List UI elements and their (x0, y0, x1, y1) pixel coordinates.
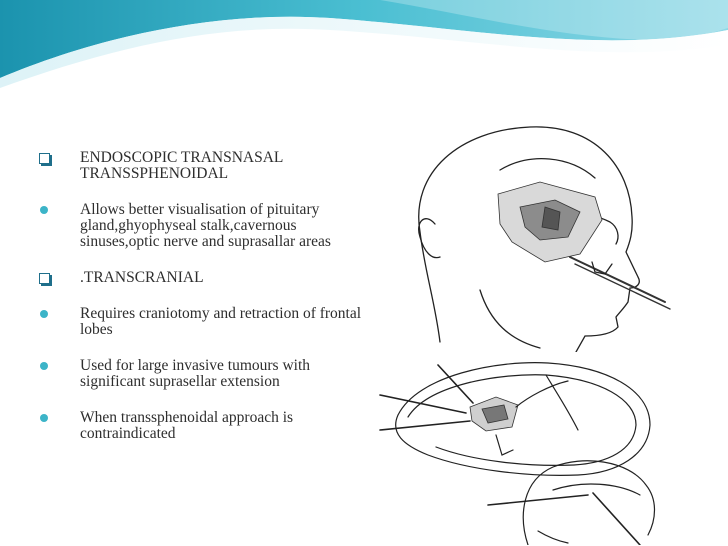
bullet-item-craniotomy (38, 306, 368, 338)
bullet-text: ENDOSCOPIC TRANSNASAL TRANSSPHENOIDAL (80, 149, 283, 182)
dot-bullet-icon (38, 412, 52, 426)
bullet-item-endoscopic (38, 150, 368, 182)
square-bullet-icon (38, 152, 52, 166)
bullet-list (38, 150, 368, 462)
bullet-item-visualisation (38, 202, 368, 250)
transnasal-head-illustration (380, 112, 680, 352)
bullet-text: Allows better visualisation of pituitary gland,ghyophyseal stalk,cavernous sinuses,optic nerve and suprasallar areas (80, 201, 331, 250)
bullet-item-large-tumours (38, 358, 368, 390)
bullet-text: Requires craniotomy and retraction of frontal lobes (80, 305, 362, 338)
header-wave-decoration (0, 0, 728, 90)
square-bullet-icon (38, 272, 52, 286)
bullet-text: .TRANSCRANIAL (80, 269, 204, 286)
dot-bullet-icon (38, 204, 52, 218)
bullet-text: When transsphenoidal approach is contraindicated (80, 409, 294, 442)
dot-bullet-icon (38, 360, 52, 374)
bullet-item-contraindicated (38, 410, 368, 442)
dot-bullet-icon (38, 308, 52, 322)
bullet-item-transcranial (38, 270, 368, 286)
transcranial-skull-illustration (378, 355, 670, 545)
bullet-text: Used for large invasive tumours with significant suprasellar extension (80, 357, 311, 390)
